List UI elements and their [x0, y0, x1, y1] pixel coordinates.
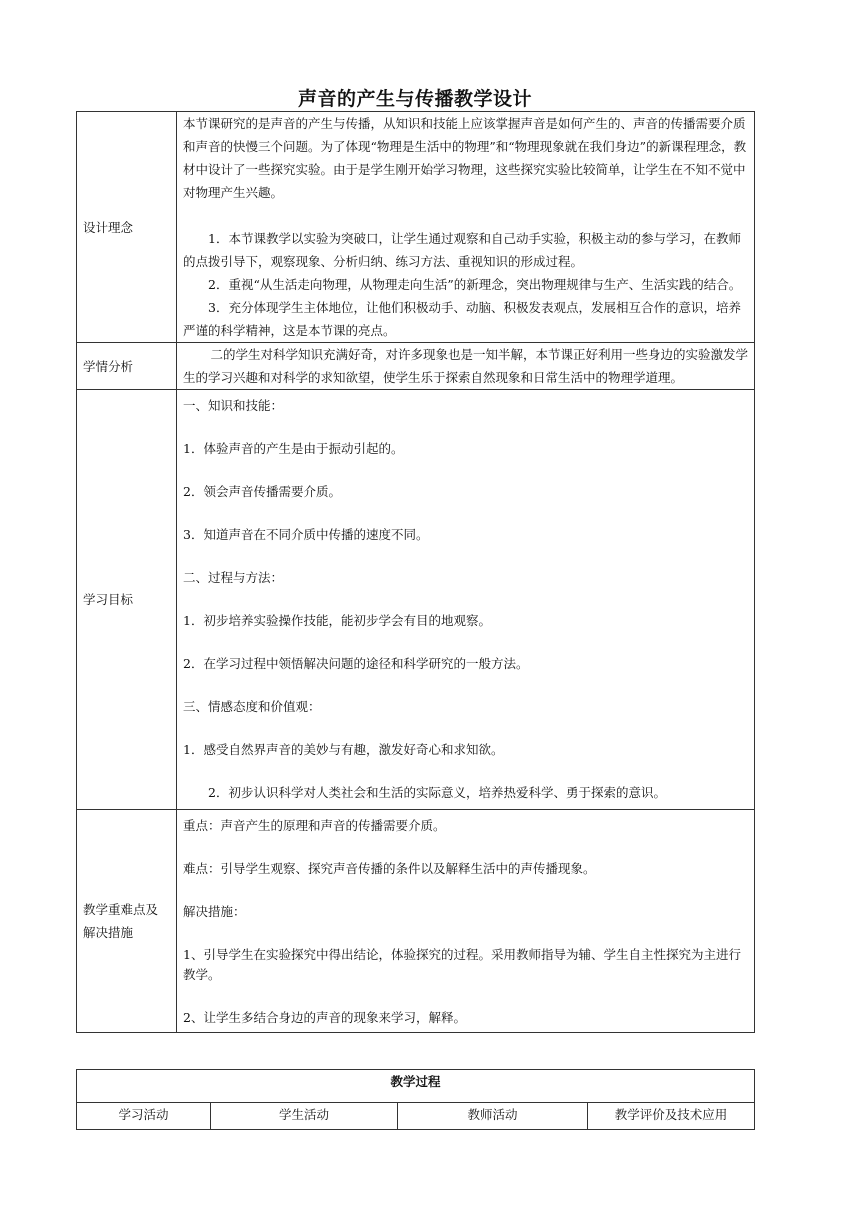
goal-method-1: 1．初步培养实验操作技能，能初步学会有目的地观察。 [183, 613, 491, 628]
column-teacher-activity: 教师活动 [398, 1103, 588, 1130]
goals-heading-knowledge: 一、知识和技能： [183, 398, 284, 413]
goal-knowledge-2: 2．领会声音传播需要介质。 [183, 484, 341, 499]
analysis-text: 二的学生对科学知识充满好奇，对许多现象也是一知半解，本节课正好利用一些身边的实验激发学生的学习兴趣和对科学的求知欲望，使学生乐于探索自然现象和日常生活中的物理学道理。 [183, 347, 749, 385]
keypoints-focus: 重点：声音产生的原理和声音的传播需要介质。 [183, 818, 446, 833]
analysis-label: 学情分析 [77, 343, 177, 390]
design-point-3: 3．充分体现学生主体地位，让他们积极动手、动脑、积极发表观点，发展相互合作的意识，培养严谨的科学精神，这是本节课的亮点。 [183, 300, 741, 338]
goals-content [177, 390, 755, 810]
analysis-row [77, 343, 755, 390]
design-point-1: 1．本节课教学以实验为突破口，让学生通过观察和自己动手实验，积极主动的参与学习，在教师的点拨引导下，观察现象、分析归纳、练习方法、重视知识的形成过程。 [183, 231, 741, 269]
goal-method-2: 2．在学习过程中领悟解决问题的途径和科学研究的一般方法。 [183, 656, 529, 671]
keypoints-measures: 解决措施： [183, 904, 246, 919]
design-row [77, 112, 755, 343]
keypoints-step-1: 1、引导学生在实验探究中得出结论，体验探究的过程。采用教师指导为辅、学生自主性探究为主进行教学。 [183, 947, 741, 982]
design-point-2: 2．重视“从生活走向物理，从物理走向生活”的新理念，突出物理规律与生产、生活实践的结合。 [208, 277, 742, 292]
keypoints-step-2: 2、让学生多结合身边的声音的现象来学习，解释。 [183, 1010, 466, 1025]
goals-row [77, 390, 755, 810]
design-content [177, 112, 755, 343]
column-evaluation: 教学评价及技术应用 [588, 1103, 755, 1130]
column-student-activity: 学生活动 [211, 1103, 398, 1130]
keypoints-label-line-1: 教学重难点及 [83, 902, 159, 917]
keypoints-content [177, 810, 755, 1033]
keypoints-label-line-2: 解决措施 [83, 925, 134, 940]
column-learning-activity: 学习活动 [77, 1103, 211, 1130]
goal-knowledge-1: 1．体验声音的产生是由于振动引起的。 [183, 441, 404, 456]
goal-attitude-1: 1．感受自然界声音的美妙与有趣，激发好奇心和求知欲。 [183, 742, 504, 757]
goals-heading-attitude: 三、情感态度和价值观： [183, 699, 321, 714]
process-header-row [77, 1070, 755, 1103]
goal-attitude-2: 2．初步认识科学对人类社会和生活的实际意义，培养热爱科学、勇于探索的意识。 [208, 785, 666, 800]
analysis-content [177, 343, 755, 390]
keypoints-label [77, 810, 177, 1033]
goals-label: 学习目标 [77, 390, 177, 810]
process-header: 教学过程 [77, 1070, 755, 1103]
design-intro: 本节课研究的是声音的产生与传播，从知识和技能上应该掌握声音是如何产生的、声音的传播需要介质和声音的快慢三个问题。为了体现“物理是生活中的物理”和“物理现象就在我们身边”的新课程理念，教材中设计了一些探究实验。由于是学生刚开始学习物理，这些探究实验比较简单，让学生在不知不觉中对物理产生兴趣。 [183, 116, 747, 200]
keypoints-row [77, 810, 755, 1033]
design-label: 设计理念 [77, 112, 177, 343]
process-columns-row [77, 1103, 755, 1130]
keypoints-difficulty: 难点：引导学生观察、探究声音传播的条件以及解释生活中的声传播现象。 [183, 861, 596, 876]
page-title: 声音的产生与传播教学设计 [297, 88, 532, 110]
goals-heading-method: 二、过程与方法： [183, 570, 284, 585]
lesson-plan-table [76, 111, 755, 1033]
goal-knowledge-3: 3．知道声音在不同介质中传播的速度不同。 [183, 527, 429, 542]
process-table [76, 1069, 755, 1130]
